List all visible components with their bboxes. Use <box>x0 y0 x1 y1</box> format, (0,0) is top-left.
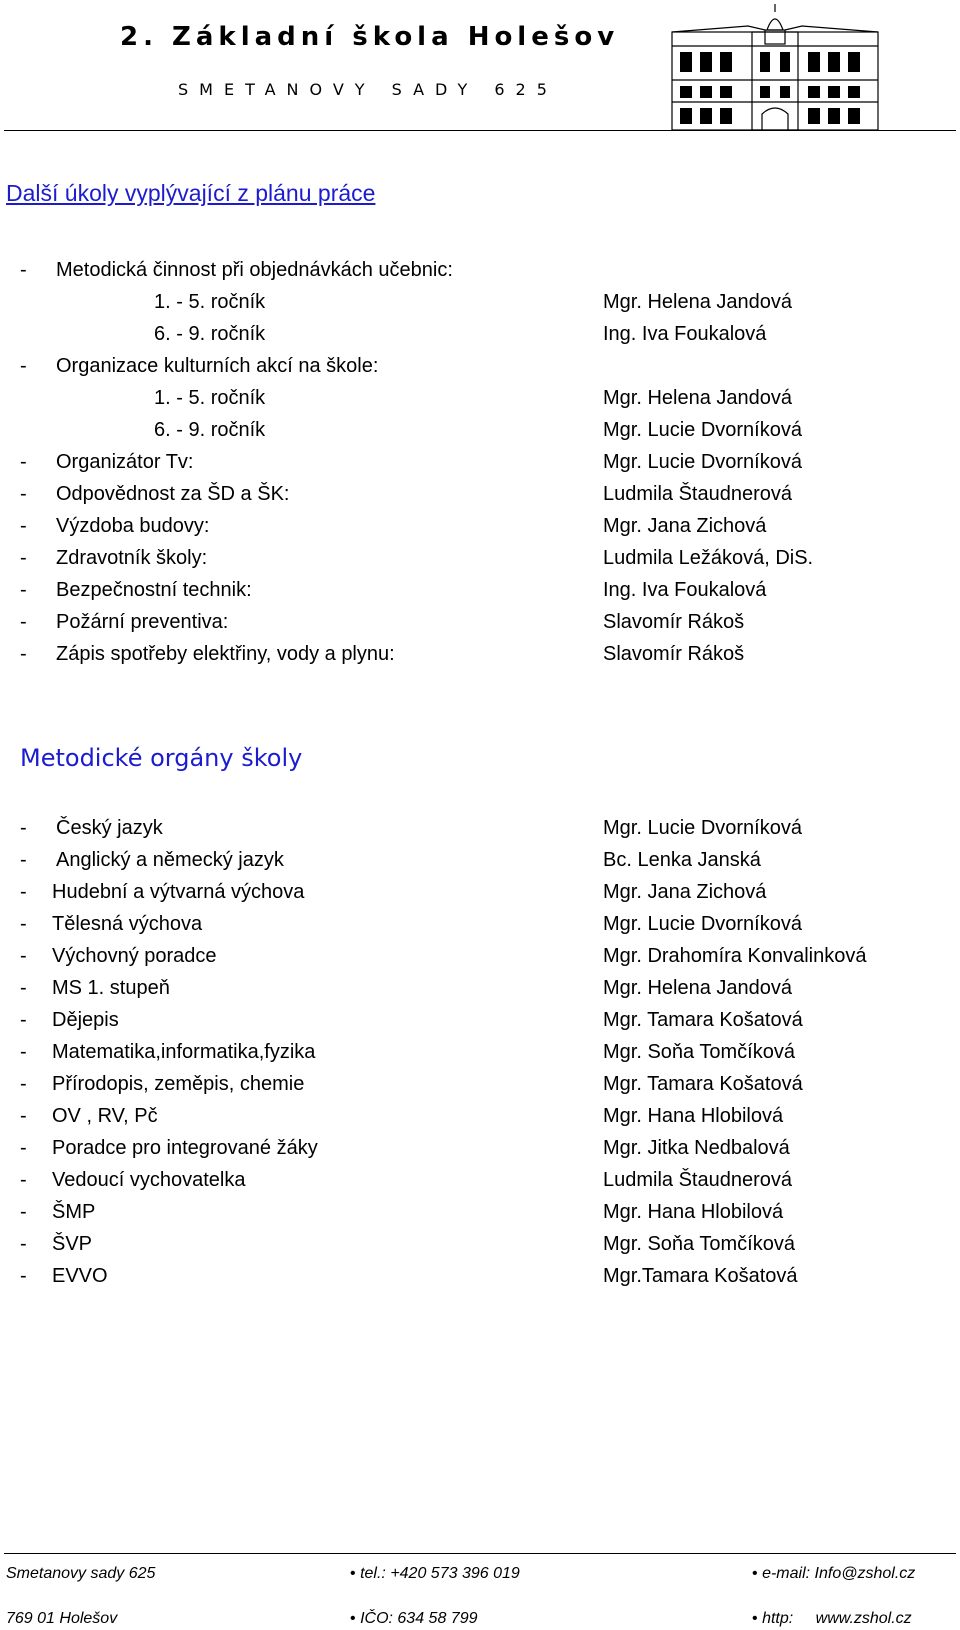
responsible-person: Mgr. Hana Hlobilová <box>603 1201 784 1223</box>
footer-city: 769 01 Holešov <box>6 1610 118 1627</box>
web-address[interactable]: www.zshol.cz <box>815 1610 912 1627</box>
task-label: Organizace kulturních akcí na škole: <box>56 355 379 377</box>
ico-label: IČO: <box>360 1610 393 1627</box>
footer-email <box>752 1565 915 1583</box>
responsible-person: Mgr. Jitka Nedbalová <box>603 1137 790 1159</box>
footer-divider <box>4 1553 956 1554</box>
subject-label: Přírodopis, zeměpis, chemie <box>52 1073 305 1095</box>
list-dash: - <box>20 1265 27 1287</box>
list-dash: - <box>20 1009 27 1031</box>
list-dash: - <box>20 547 27 569</box>
responsible-person: Mgr. Lucie Dvorníková <box>603 817 802 839</box>
task-label: Odpovědnost za ŠD a ŠK: <box>56 483 290 505</box>
task-person: Mgr. Lucie Dvorníková <box>603 419 802 441</box>
responsible-person: Bc. Lenka Janská <box>603 849 761 871</box>
subject-label: ŠVP <box>52 1233 93 1255</box>
task-person: Mgr. Lucie Dvorníková <box>603 451 802 473</box>
list-dash: - <box>20 1169 27 1191</box>
list-dash: - <box>20 1233 27 1255</box>
task-label: Bezpečnostní technik: <box>56 579 252 601</box>
subject-label: Poradce pro integrované žáky <box>52 1137 318 1159</box>
bullet-icon: • <box>752 1565 758 1582</box>
list-dash: - <box>20 259 27 281</box>
list-dash: - <box>20 355 27 377</box>
list-dash: - <box>20 483 27 505</box>
task-person: Ludmila Ležáková, DiS. <box>603 547 814 569</box>
phone-label: tel.: <box>360 1565 386 1582</box>
task-person: Slavomír Rákoš <box>603 643 745 665</box>
task-label: Metodická činnost při objednávkách učebnic: <box>56 259 453 281</box>
task-label: Zdravotník školy: <box>56 547 208 569</box>
list-dash: - <box>20 1041 27 1063</box>
list-dash: - <box>20 1073 27 1095</box>
web-label: http: <box>762 1610 794 1627</box>
school-building-logo <box>668 2 958 132</box>
task-person: Ing. Iva Foukalová <box>603 323 767 345</box>
subject-label: EVVO <box>52 1265 108 1287</box>
section-heading-tasks: Další úkoly vyplývající z plánu práce <box>6 180 376 206</box>
responsible-person: Mgr.Tamara Košatová <box>603 1265 798 1287</box>
task-label: 1. - 5. ročník <box>154 291 266 313</box>
task-person: Ing. Iva Foukalová <box>603 579 767 601</box>
subject-label: MS 1. stupeň <box>52 977 170 999</box>
list-dash: - <box>20 817 27 839</box>
footer-ico <box>350 1610 477 1628</box>
list-dash: - <box>20 881 27 903</box>
subject-label: Vedoucí vychovatelka <box>52 1169 246 1191</box>
list-dash: - <box>20 945 27 967</box>
task-person: Slavomír Rákoš <box>603 611 745 633</box>
footer-street: Smetanovy sady 625 <box>6 1565 156 1582</box>
list-dash: - <box>20 579 27 601</box>
school-address-heading: SMETANOVY SADY 625 <box>178 80 558 99</box>
bullet-icon: • <box>350 1565 356 1582</box>
responsible-person: Ludmila Štaudnerová <box>603 1169 793 1191</box>
list-dash: - <box>20 1201 27 1223</box>
list-dash: - <box>20 1105 27 1127</box>
subject-label: OV , RV, Pč <box>52 1105 158 1127</box>
responsible-person: Mgr. Helena Jandová <box>603 977 793 999</box>
task-person: Mgr. Helena Jandová <box>603 291 793 313</box>
subject-label: Tělesná výchova <box>52 913 203 935</box>
task-label: 1. - 5. ročník <box>154 387 266 409</box>
subject-label: Český jazyk <box>56 817 163 839</box>
task-label: Požární preventiva: <box>56 611 229 633</box>
responsible-person: Mgr. Lucie Dvorníková <box>603 913 802 935</box>
responsible-person: Mgr. Tamara Košatová <box>603 1073 803 1095</box>
school-name: 2. Základní škola Holešov <box>120 22 620 52</box>
subject-label: Hudební a výtvarná výchova <box>52 881 305 903</box>
task-person: Ludmila Štaudnerová <box>603 483 793 505</box>
responsible-person: Mgr. Drahomíra Konvalinková <box>603 945 867 967</box>
subject-label: Výchovný poradce <box>52 945 217 967</box>
subject-label: Dějepis <box>52 1009 119 1031</box>
bullet-icon: • <box>350 1610 356 1627</box>
task-label: Organizátor Tv: <box>56 451 194 473</box>
list-dash: - <box>20 913 27 935</box>
email-label: e-mail: <box>762 1565 811 1582</box>
subject-label: ŠMP <box>52 1201 96 1223</box>
task-label: 6. - 9. ročník <box>154 419 266 441</box>
footer-phone <box>350 1565 520 1583</box>
phone-number: +420 573 396 019 <box>390 1565 520 1582</box>
email-address[interactable]: Info@zshol.cz <box>814 1565 916 1582</box>
footer-web <box>752 1610 912 1628</box>
bullet-icon: • <box>752 1610 758 1627</box>
list-dash: - <box>20 1137 27 1159</box>
ico-number: 634 58 799 <box>397 1610 478 1627</box>
responsible-person: Mgr. Tamara Košatová <box>603 1009 803 1031</box>
list-dash: - <box>20 977 27 999</box>
subject-label: Matematika,informatika,fyzika <box>52 1041 316 1063</box>
task-label: Výzdoba budovy: <box>56 515 210 537</box>
task-person: Mgr. Helena Jandová <box>603 387 793 409</box>
list-dash: - <box>20 515 27 537</box>
subject-label: Anglický a německý jazyk <box>56 849 284 871</box>
responsible-person: Mgr. Soňa Tomčíková <box>603 1233 795 1255</box>
task-label: 6. - 9. ročník <box>154 323 266 345</box>
list-dash: - <box>20 643 27 665</box>
responsible-person: Mgr. Soňa Tomčíková <box>603 1041 795 1063</box>
list-dash: - <box>20 451 27 473</box>
section-heading-methodical-bodies: Metodické orgány školy <box>20 744 303 772</box>
header-divider <box>4 130 956 131</box>
list-dash: - <box>20 849 27 871</box>
responsible-person: Mgr. Hana Hlobilová <box>603 1105 784 1127</box>
task-label: Zápis spotřeby elektřiny, vody a plynu: <box>56 643 395 665</box>
list-dash: - <box>20 611 27 633</box>
task-person: Mgr. Jana Zichová <box>603 515 767 537</box>
responsible-person: Mgr. Jana Zichová <box>603 881 767 903</box>
